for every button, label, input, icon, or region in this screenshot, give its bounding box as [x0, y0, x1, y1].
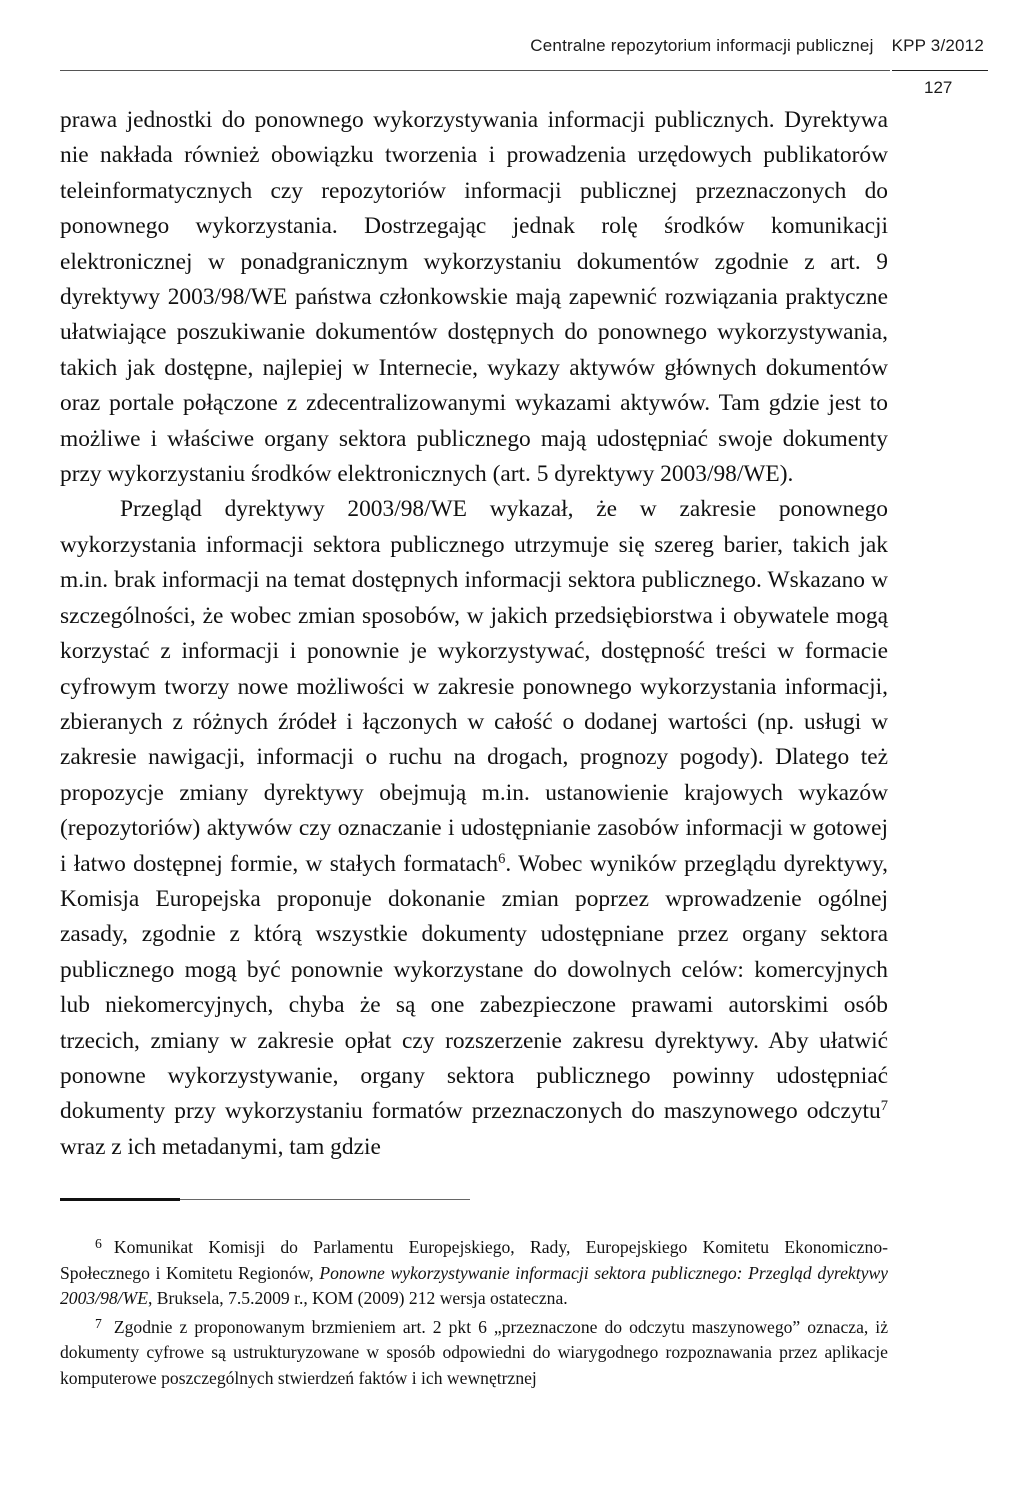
journal-issue: KPP 3/2012 [891, 36, 984, 55]
footnotes [60, 1235, 888, 1395]
footnote-marker: 6 [95, 1236, 102, 1252]
running-title: Centralne repozytorium informacji publicznej [530, 36, 874, 55]
paragraph-2-text-c: wraz z ich metadanymi, tam gdzie [60, 1133, 381, 1160]
footnote-6-text-b: , Bruksela, 7.5.2009 r., KOM (2009) 212 wersja ostateczna. [147, 1288, 568, 1309]
paragraph-2 [60, 492, 888, 1165]
footnote-7 [60, 1315, 888, 1392]
footnote-6 [60, 1235, 888, 1312]
footnote-separator-thick [60, 1198, 180, 1201]
paragraph-1-text: prawa jednostki do ponownego wykorzystywania informacji publicznych. Dyrektywa nie nakłada również obowiązku tworzenia i prowadzenia urzędowych publikatorów teleinformatycznych czy repozytoriów informacji publicznej przeznaczonych do ponownego wykorzystania. Dostrzegając jednak rolę środków komunikacji elektronicznej w ponadgranicznym wykorzystaniu dokumentów zgodnie z art. 9 dyrektywy 2003/98/WE państwa członkowskie mają zapewnić rozwiązania praktyczne ułatwiające poszukiwanie dokumentów dostępnych do ponownego wykorzystywania, takich jak dostępne, najlepiej w Internecie, wykazy aktywów głównych dokumentów oraz portale połączone z zdecentralizowanymi wykazami aktywów. Tam gdzie jest to możliwe i właściwe organy sektora publicznego mają udostępniać swoje dokumenty przy wykorzystaniu środków elektronicznych (art. 5 dyrektywy 2003/98/WE). [60, 107, 888, 488]
running-header [530, 36, 984, 56]
main-text [60, 103, 888, 1165]
page-number: 127 [924, 78, 953, 97]
paragraph-2-text-b: . Wobec wyników przeglądu dyrektywy, Komisja Europejska proponuje dokonanie zmian poprzez wprowadzenie ogólnej zasady, zgodnie z którą wszystkie dokumenty udostępniane przez organy sektora publicznego mogą być ponownie wykorzystane do dowolnych celów: komercyjnych lub niekomercyjnych, chyba że są one zabezpieczone prawami autorskimi osób trzecich, zmiany w zakresie opłat czy rozszerzenie zakresu dyrektywy. Aby ułatwić ponowne wykorzystywanie, organy sektora publicznego powinny udostępniać dokumenty przy wykorzystaniu formatów przeznaczonych do maszynowego odczytu [60, 850, 888, 1125]
footnote-marker: 7 [95, 1315, 102, 1331]
paragraph-2-text-a: Przegląd dyrektywy 2003/98/WE wykazał, że w zakresie ponownego wykorzystania informacji sektora publicznego utrzymuje się szereg barier, takich jak m.in. brak informacji na temat dostępnych informacji sektora publicznego. Wskazano w szczególności, że wobec zmian sposobów, w jakich przedsiębiorstwa i obywatele mogą korzystać z informacji i ponownie je wykorzystywać, dostępność treści w formacie cyfrowym tworzy nowe możliwości w zakresie ponownego wykorzystania informacji, zbieranych z różnych źródeł i łączonych w całość o dodanej wartości (np. usługi w zakresie nawigacji, informacji o ruchu na drogach, prognozy pogody). Dlatego też propozycje zmiany dyrektywy obejmują m.in. ustanowienie krajowych wykazów (repozytoriów) aktywów czy oznaczanie i udostępnianie zasobów informacji w gotowej i łatwo dostępnej formie, w stałych formatach [60, 496, 888, 877]
paragraph-1 [60, 103, 888, 492]
footnote-separator [60, 1199, 470, 1200]
footnote-6-title: Ponowne wykorzystywanie informacji sektora publicznego: Przegląd dyrektywy 2003/98/WE [60, 1262, 888, 1309]
footnote-ref-7: 7 [880, 1098, 888, 1115]
header-rule [60, 70, 890, 71]
footnote-7-text: Zgodnie z proponowanym brzmieniem art. 2 pkt 6 „przeznaczone do odczytu maszynowego” oznacza, iż dokumenty cyfrowe są ustrukturyzowane w sposób odpowiedni do wiarygodnego rozpoznawania przez aplikacje komputerowe poszczególnych stwierdzeń faktów i ich wewnętrznej [60, 1316, 888, 1388]
footnote-ref-6: 6 [498, 850, 506, 867]
footnote-6-text-a: Komunikat Komisji do Parlamentu Europejskiego, Rady, Europejskiego Komitetu Ekonomiczno-Społecznego i Komitetu Regionów, [60, 1237, 888, 1283]
page-number-rule [892, 70, 988, 71]
